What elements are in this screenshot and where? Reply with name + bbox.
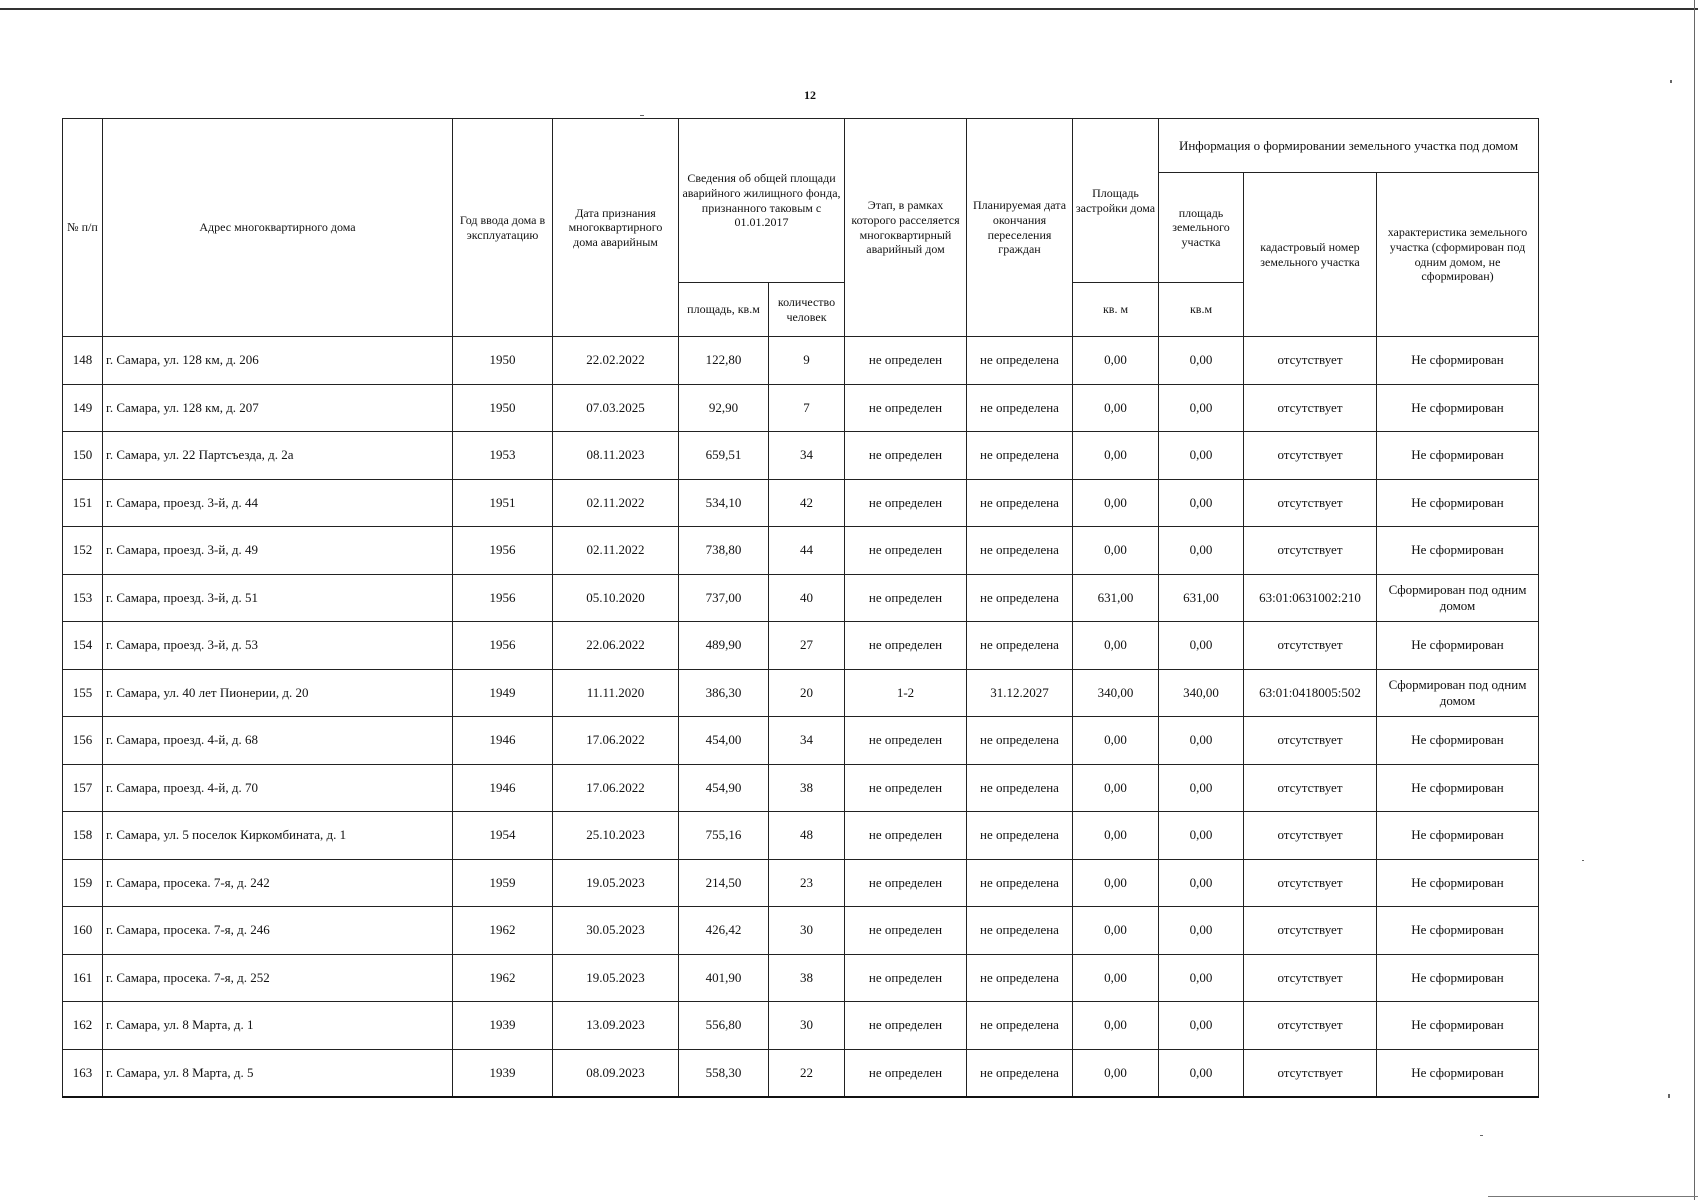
scan-speck — [1480, 1135, 1483, 1136]
scan-speck — [640, 115, 644, 116]
cell-number: 160 — [63, 907, 103, 955]
cell-stage: не определен — [845, 1049, 967, 1097]
cell-land-status: Сформирован под одним домом — [1377, 574, 1539, 622]
header-cadastral: кадастровый номер земельного участка — [1244, 173, 1377, 337]
cell-number: 149 — [63, 384, 103, 432]
cell-address: г. Самара, ул. 128 км, д. 206 — [103, 337, 453, 385]
cell-stage: не определен — [845, 954, 967, 1002]
cell-date-emergency: 02.11.2022 — [553, 527, 679, 575]
cell-cadastral: отсутствует — [1244, 954, 1377, 1002]
table-row — [63, 812, 1539, 860]
cell-fund-area: 454,00 — [679, 717, 769, 765]
cell-planned-date: не определена — [967, 527, 1073, 575]
cell-fund-people: 30 — [769, 1002, 845, 1050]
cell-fund-people: 20 — [769, 669, 845, 717]
cell-land-area: 0,00 — [1159, 764, 1244, 812]
cell-land-area: 631,00 — [1159, 574, 1244, 622]
cell-planned-date: не определена — [967, 954, 1073, 1002]
cell-address: г. Самара, ул. 5 поселок Киркомбината, д. 1 — [103, 812, 453, 860]
cell-land-area: 0,00 — [1159, 622, 1244, 670]
cell-year: 1950 — [453, 337, 553, 385]
cell-land-status: Не сформирован — [1377, 622, 1539, 670]
cell-building-area: 0,00 — [1073, 622, 1159, 670]
cell-address: г. Самара, проезд. 3-й, д. 51 — [103, 574, 453, 622]
cell-year: 1956 — [453, 622, 553, 670]
scan-right-border-line — [1694, 0, 1695, 1200]
cell-fund-area: 738,80 — [679, 527, 769, 575]
cell-year: 1954 — [453, 812, 553, 860]
header-building-area-unit: кв. м — [1073, 283, 1159, 337]
scan-speck — [1670, 80, 1672, 83]
cell-planned-date: не определена — [967, 1049, 1073, 1097]
cell-land-area: 0,00 — [1159, 954, 1244, 1002]
cell-building-area: 0,00 — [1073, 1049, 1159, 1097]
cell-fund-people: 34 — [769, 717, 845, 765]
cell-cadastral: отсутствует — [1244, 1049, 1377, 1097]
table-row — [63, 764, 1539, 812]
cell-land-status: Не сформирован — [1377, 907, 1539, 955]
cell-address: г. Самара, просека. 7-я, д. 252 — [103, 954, 453, 1002]
cell-planned-date: не определена — [967, 764, 1073, 812]
cell-fund-area: 556,80 — [679, 1002, 769, 1050]
cell-land-status: Сформирован под одним домом — [1377, 669, 1539, 717]
cell-land-area: 0,00 — [1159, 527, 1244, 575]
cell-fund-people: 38 — [769, 954, 845, 1002]
cell-stage: не определен — [845, 622, 967, 670]
cell-date-emergency: 22.02.2022 — [553, 337, 679, 385]
cell-land-status: Не сформирован — [1377, 1049, 1539, 1097]
table-row — [63, 907, 1539, 955]
table-row — [63, 1002, 1539, 1050]
cell-year: 1959 — [453, 859, 553, 907]
cell-address: г. Самара, просека. 7-я, д. 246 — [103, 907, 453, 955]
cell-stage: не определен — [845, 574, 967, 622]
cell-cadastral: отсутствует — [1244, 337, 1377, 385]
cell-fund-area: 122,80 — [679, 337, 769, 385]
emergency-housing-table — [62, 118, 1539, 1098]
cell-year: 1956 — [453, 574, 553, 622]
cell-building-area: 0,00 — [1073, 337, 1159, 385]
cell-year: 1956 — [453, 527, 553, 575]
cell-address: г. Самара, проезд. 3-й, д. 53 — [103, 622, 453, 670]
scan-top-border-line — [0, 8, 1698, 10]
cell-land-status: Не сформирован — [1377, 384, 1539, 432]
cell-date-emergency: 05.10.2020 — [553, 574, 679, 622]
cell-land-area: 0,00 — [1159, 1049, 1244, 1097]
cell-date-emergency: 11.11.2020 — [553, 669, 679, 717]
cell-planned-date: не определена — [967, 574, 1073, 622]
cell-number: 161 — [63, 954, 103, 1002]
table-row — [63, 384, 1539, 432]
cell-stage: не определен — [845, 384, 967, 432]
cell-number: 157 — [63, 764, 103, 812]
cell-land-area: 0,00 — [1159, 859, 1244, 907]
cell-land-status: Не сформирован — [1377, 812, 1539, 860]
cell-date-emergency: 02.11.2022 — [553, 479, 679, 527]
cell-year: 1962 — [453, 907, 553, 955]
cell-planned-date: не определена — [967, 384, 1073, 432]
table-row — [63, 622, 1539, 670]
cell-land-status: Не сформирован — [1377, 1002, 1539, 1050]
cell-fund-people: 23 — [769, 859, 845, 907]
header-number: № п/п — [63, 119, 103, 337]
cell-land-area: 0,00 — [1159, 479, 1244, 527]
cell-planned-date: не определена — [967, 622, 1073, 670]
cell-cadastral: отсутствует — [1244, 622, 1377, 670]
cell-fund-people: 44 — [769, 527, 845, 575]
cell-land-area: 0,00 — [1159, 812, 1244, 860]
cell-address: г. Самара, проезд. 3-й, д. 44 — [103, 479, 453, 527]
cell-fund-area: 92,90 — [679, 384, 769, 432]
cell-number: 150 — [63, 432, 103, 480]
cell-building-area: 0,00 — [1073, 812, 1159, 860]
header-planned-date: Планируемая дата окончания переселения граждан — [967, 119, 1073, 337]
cell-cadastral: 63:01:0418005:502 — [1244, 669, 1377, 717]
cell-fund-people: 42 — [769, 479, 845, 527]
cell-planned-date: не определена — [967, 1002, 1073, 1050]
cell-land-status: Не сформирован — [1377, 337, 1539, 385]
cell-cadastral: отсутствует — [1244, 859, 1377, 907]
cell-fund-area: 426,42 — [679, 907, 769, 955]
cell-address: г. Самара, ул. 128 км, д. 207 — [103, 384, 453, 432]
cell-number: 162 — [63, 1002, 103, 1050]
cell-cadastral: 63:01:0631002:210 — [1244, 574, 1377, 622]
cell-planned-date: не определена — [967, 432, 1073, 480]
table-row — [63, 669, 1539, 717]
cell-planned-date: не определена — [967, 479, 1073, 527]
cell-number: 154 — [63, 622, 103, 670]
cell-date-emergency: 19.05.2023 — [553, 859, 679, 907]
cell-cadastral: отсутствует — [1244, 907, 1377, 955]
table-body — [63, 337, 1539, 1098]
table-row — [63, 432, 1539, 480]
cell-year: 1950 — [453, 384, 553, 432]
cell-number: 158 — [63, 812, 103, 860]
cell-address: г. Самара, проезд. 4-й, д. 68 — [103, 717, 453, 765]
cell-number: 163 — [63, 1049, 103, 1097]
cell-fund-people: 27 — [769, 622, 845, 670]
cell-stage: не определен — [845, 1002, 967, 1050]
cell-fund-people: 9 — [769, 337, 845, 385]
cell-cadastral: отсутствует — [1244, 527, 1377, 575]
cell-building-area: 0,00 — [1073, 1002, 1159, 1050]
cell-year: 1962 — [453, 954, 553, 1002]
cell-building-area: 631,00 — [1073, 574, 1159, 622]
header-land-area: площадь земельного участка — [1159, 173, 1244, 283]
cell-stage: не определен — [845, 812, 967, 860]
cell-cadastral: отсутствует — [1244, 764, 1377, 812]
cell-building-area: 0,00 — [1073, 764, 1159, 812]
table-row — [63, 1049, 1539, 1097]
cell-building-area: 0,00 — [1073, 527, 1159, 575]
cell-fund-people: 48 — [769, 812, 845, 860]
cell-building-area: 0,00 — [1073, 432, 1159, 480]
cell-land-status: Не сформирован — [1377, 479, 1539, 527]
header-address: Адрес многоквартирного дома — [103, 119, 453, 337]
cell-date-emergency: 08.09.2023 — [553, 1049, 679, 1097]
header-land-area-unit: кв.м — [1159, 283, 1244, 337]
cell-year: 1946 — [453, 764, 553, 812]
table-row — [63, 954, 1539, 1002]
cell-land-status: Не сформирован — [1377, 527, 1539, 575]
cell-date-emergency: 17.06.2022 — [553, 764, 679, 812]
header-year: Год ввода дома в эксплуатацию — [453, 119, 553, 337]
header-land-info: Информация о формировании земельного участка под домом — [1159, 119, 1539, 173]
cell-planned-date: не определена — [967, 907, 1073, 955]
cell-year: 1939 — [453, 1049, 553, 1097]
cell-land-status: Не сформирован — [1377, 432, 1539, 480]
cell-year: 1939 — [453, 1002, 553, 1050]
cell-fund-area: 534,10 — [679, 479, 769, 527]
header-date-emergency: Дата признания многоквартирного дома аварийным — [553, 119, 679, 337]
cell-fund-people: 7 — [769, 384, 845, 432]
cell-fund-area: 401,90 — [679, 954, 769, 1002]
header-characteristic: характеристика земельного участка (сформирован под одним домом, не сформирован) — [1377, 173, 1539, 337]
cell-number: 155 — [63, 669, 103, 717]
cell-date-emergency: 17.06.2022 — [553, 717, 679, 765]
cell-number: 152 — [63, 527, 103, 575]
cell-cadastral: отсутствует — [1244, 1002, 1377, 1050]
cell-fund-people: 34 — [769, 432, 845, 480]
cell-address: г. Самара, ул. 8 Марта, д. 5 — [103, 1049, 453, 1097]
table-row — [63, 527, 1539, 575]
cell-year: 1951 — [453, 479, 553, 527]
cell-number: 148 — [63, 337, 103, 385]
cell-planned-date: не определена — [967, 859, 1073, 907]
cell-stage: 1-2 — [845, 669, 967, 717]
cell-stage: не определен — [845, 717, 967, 765]
cell-stage: не определен — [845, 432, 967, 480]
table-row — [63, 859, 1539, 907]
cell-date-emergency: 07.03.2025 — [553, 384, 679, 432]
cell-cadastral: отсутствует — [1244, 812, 1377, 860]
cell-year: 1953 — [453, 432, 553, 480]
cell-fund-area: 755,16 — [679, 812, 769, 860]
cell-date-emergency: 25.10.2023 — [553, 812, 679, 860]
cell-year: 1946 — [453, 717, 553, 765]
cell-building-area: 0,00 — [1073, 907, 1159, 955]
cell-number: 153 — [63, 574, 103, 622]
scan-bottom-border-line — [1488, 1196, 1698, 1197]
cell-fund-area: 214,50 — [679, 859, 769, 907]
cell-building-area: 0,00 — [1073, 479, 1159, 527]
cell-building-area: 0,00 — [1073, 384, 1159, 432]
cell-building-area: 0,00 — [1073, 717, 1159, 765]
cell-fund-area: 454,90 — [679, 764, 769, 812]
cell-land-status: Не сформирован — [1377, 859, 1539, 907]
cell-planned-date: не определена — [967, 337, 1073, 385]
cell-stage: не определен — [845, 764, 967, 812]
cell-fund-area: 558,30 — [679, 1049, 769, 1097]
cell-building-area: 340,00 — [1073, 669, 1159, 717]
cell-fund-people: 30 — [769, 907, 845, 955]
cell-stage: не определен — [845, 337, 967, 385]
header-fund-info: Сведения об общей площади аварийного жилищного фонда, признанного таковым с 01.01.2017 — [679, 119, 845, 283]
cell-land-area: 0,00 — [1159, 384, 1244, 432]
cell-cadastral: отсутствует — [1244, 384, 1377, 432]
cell-date-emergency: 30.05.2023 — [553, 907, 679, 955]
cell-planned-date: не определена — [967, 717, 1073, 765]
cell-address: г. Самара, ул. 22 Партсъезда, д. 2а — [103, 432, 453, 480]
cell-address: г. Самара, ул. 8 Марта, д. 1 — [103, 1002, 453, 1050]
cell-fund-people: 40 — [769, 574, 845, 622]
header-stage: Этап, в рамках которого расселяется многоквартирный аварийный дом — [845, 119, 967, 337]
table-row — [63, 574, 1539, 622]
cell-stage: не определен — [845, 527, 967, 575]
cell-planned-date: 31.12.2027 — [967, 669, 1073, 717]
cell-land-status: Не сформирован — [1377, 717, 1539, 765]
cell-stage: не определен — [845, 907, 967, 955]
cell-address: г. Самара, проезд. 3-й, д. 49 — [103, 527, 453, 575]
cell-land-area: 0,00 — [1159, 432, 1244, 480]
cell-number: 159 — [63, 859, 103, 907]
header-fund-area: площадь, кв.м — [679, 283, 769, 337]
cell-land-status: Не сформирован — [1377, 764, 1539, 812]
cell-land-area: 0,00 — [1159, 337, 1244, 385]
cell-land-status: Не сформирован — [1377, 954, 1539, 1002]
cell-address: г. Самара, ул. 40 лет Пионерии, д. 20 — [103, 669, 453, 717]
cell-address: г. Самара, проезд. 4-й, д. 70 — [103, 764, 453, 812]
cell-cadastral: отсутствует — [1244, 432, 1377, 480]
table-row — [63, 337, 1539, 385]
cell-building-area: 0,00 — [1073, 954, 1159, 1002]
cell-stage: не определен — [845, 479, 967, 527]
cell-number: 156 — [63, 717, 103, 765]
cell-date-emergency: 19.05.2023 — [553, 954, 679, 1002]
cell-land-area: 0,00 — [1159, 1002, 1244, 1050]
header-fund-people: количество человек — [769, 283, 845, 337]
cell-fund-people: 22 — [769, 1049, 845, 1097]
cell-cadastral: отсутствует — [1244, 717, 1377, 765]
cell-fund-area: 489,90 — [679, 622, 769, 670]
header-building-area: Площадь застройки дома — [1073, 119, 1159, 283]
cell-stage: не определен — [845, 859, 967, 907]
cell-date-emergency: 13.09.2023 — [553, 1002, 679, 1050]
table-row — [63, 479, 1539, 527]
table-row — [63, 717, 1539, 765]
cell-address: г. Самара, просека. 7-я, д. 242 — [103, 859, 453, 907]
cell-building-area: 0,00 — [1073, 859, 1159, 907]
cell-cadastral: отсутствует — [1244, 479, 1377, 527]
cell-fund-area: 386,30 — [679, 669, 769, 717]
cell-land-area: 0,00 — [1159, 907, 1244, 955]
scan-speck — [1668, 1094, 1670, 1098]
cell-date-emergency: 22.06.2022 — [553, 622, 679, 670]
cell-year: 1949 — [453, 669, 553, 717]
cell-land-area: 0,00 — [1159, 717, 1244, 765]
cell-fund-area: 737,00 — [679, 574, 769, 622]
cell-fund-people: 38 — [769, 764, 845, 812]
cell-number: 151 — [63, 479, 103, 527]
cell-date-emergency: 08.11.2023 — [553, 432, 679, 480]
page-number: 12 — [804, 88, 816, 102]
cell-fund-area: 659,51 — [679, 432, 769, 480]
cell-planned-date: не определена — [967, 812, 1073, 860]
cell-land-area: 340,00 — [1159, 669, 1244, 717]
scan-speck — [1582, 860, 1584, 861]
